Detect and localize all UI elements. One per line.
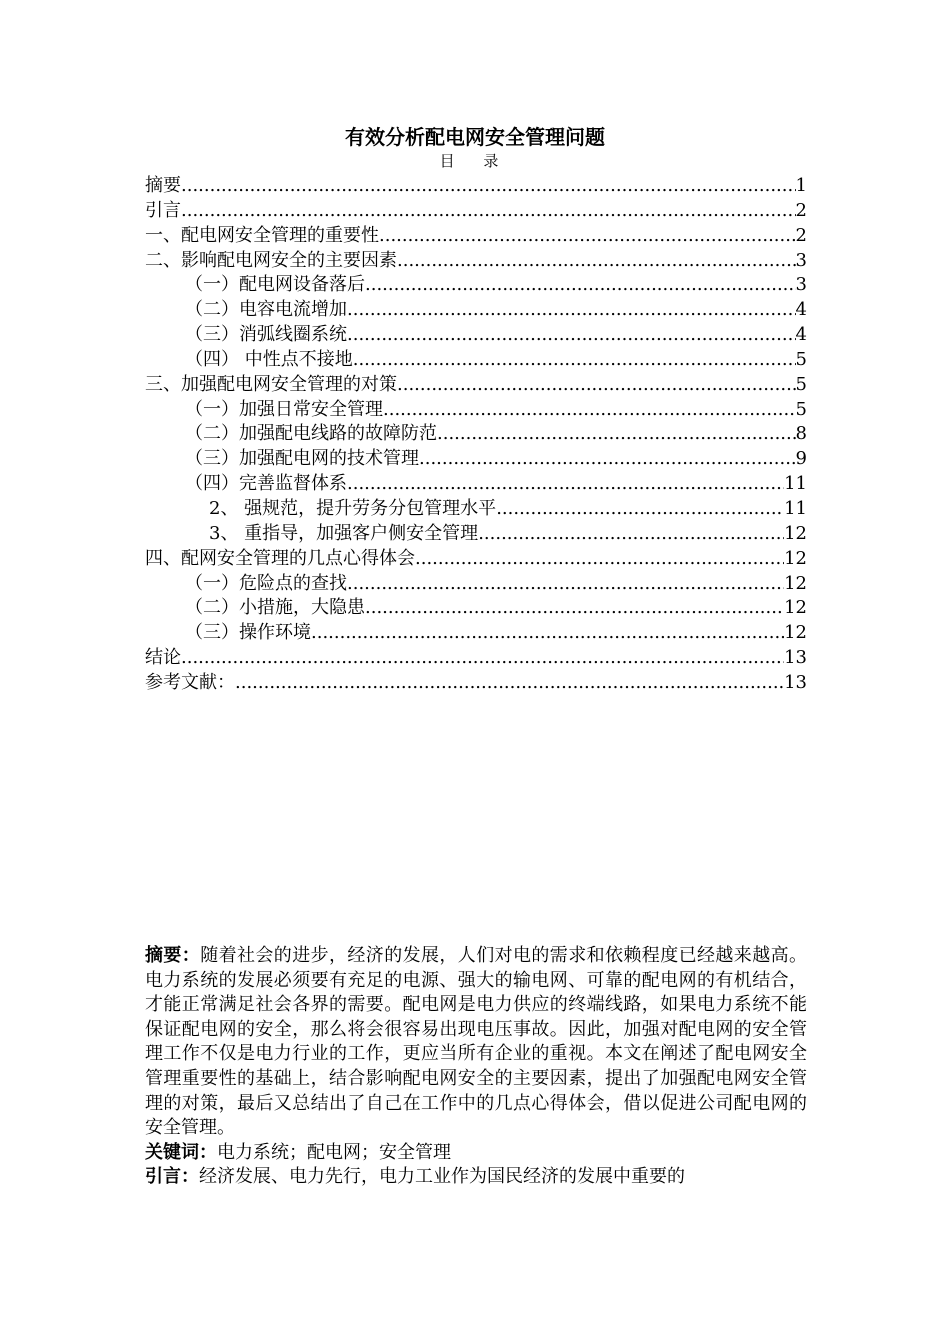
toc-dot-leader: [415, 547, 784, 572]
toc-entry-page-number: 3: [795, 274, 807, 296]
introduction-text: 经济发展、电力先行，电力工业作为国民经济的发展中重要的: [199, 1166, 685, 1188]
toc-dot-leader: [365, 273, 796, 298]
toc-entry-page-number: 2: [795, 224, 807, 246]
toc-entry[interactable]: [145, 174, 807, 199]
toc-entry[interactable]: [145, 522, 807, 547]
toc-dot-leader: [235, 671, 784, 696]
toc-entry[interactable]: [145, 621, 807, 646]
toc-entry-label: 四、配网安全管理的几点心得体会: [145, 547, 415, 569]
toc-entry[interactable]: [145, 398, 807, 423]
toc-entry[interactable]: [145, 199, 807, 224]
toc-entry[interactable]: [145, 572, 807, 597]
toc-dot-leader: [383, 398, 796, 423]
toc-entry-label: 三、加强配电网安全管理的对策: [145, 373, 397, 395]
toc-entry-label: （二）小措施，大隐患: [185, 597, 365, 619]
toc-dot-leader: [347, 472, 784, 497]
toc-entry[interactable]: [145, 422, 807, 447]
toc-entry-label: （一）危险点的查找: [185, 572, 347, 594]
table-of-contents: [145, 174, 807, 696]
toc-entry-page-number: 4: [795, 324, 807, 346]
toc-entry[interactable]: [145, 596, 807, 621]
toc-entry-label: （二）加强配电线路的故障防范: [185, 423, 437, 445]
introduction-label: 引言：: [145, 1166, 199, 1188]
toc-entry-label: 一、配电网安全管理的重要性: [145, 224, 379, 246]
toc-entry-page-number: 9: [795, 448, 807, 470]
toc-entry-page-number: 8: [795, 423, 807, 445]
abstract-text: 随着社会的进步，经济的发展，人们对电的需求和依赖程度已经越来越高。电力系统的发展必须要有充足的电源、强大的输电网、可靠的配电网的有机结合，才能正常满足社会各界的需要。配电网是电力供应的终端线路，如果电力系统不能保证配电网的安全，那么将会很容易出现电压事故。因此，加强对配电网的安全管理工作不仅是电力行业的工作，更应当所有企业的重视。本文在阐述了配电网安全管理重要性的基础上，结合影响配电网安全的主要因素，提出了加强配电网安全管理的对策，最后又总结出了自己在工作中的几点心得体会，借以促进公司配电网的安全管理。: [145, 945, 807, 1139]
toc-entry[interactable]: [145, 298, 807, 323]
toc-entry-label: 二、影响配电网安全的主要因素: [145, 249, 397, 271]
toc-dot-leader: [365, 596, 784, 621]
toc-entry-page-number: 12: [784, 597, 807, 619]
toc-entry-page-number: 12: [784, 622, 807, 644]
toc-dot-leader: [181, 199, 796, 224]
toc-entry-label: 摘要: [145, 175, 181, 196]
toc-entry-label: 2、 强规范，提升劳务分包管理水平: [209, 497, 497, 519]
abstract-label: 摘要：: [145, 945, 201, 966]
toc-entry[interactable]: [145, 373, 807, 398]
toc-dot-leader: [347, 298, 796, 323]
toc-entry[interactable]: [145, 447, 807, 472]
toc-entry-page-number: 12: [784, 522, 807, 544]
keywords-label: 关键词：: [145, 1141, 217, 1163]
toc-dot-leader: [347, 323, 796, 348]
toc-dot-leader: [397, 373, 796, 398]
toc-entry-label: （一）加强日常安全管理: [185, 398, 383, 420]
toc-entry[interactable]: [145, 323, 807, 348]
toc-entry[interactable]: [145, 547, 807, 572]
toc-entry-page-number: 5: [795, 373, 807, 395]
toc-entry[interactable]: [145, 472, 807, 497]
toc-entry-page-number: 3: [795, 249, 807, 271]
toc-entry-page-number: 11: [784, 497, 807, 519]
toc-dot-leader: [496, 497, 784, 522]
abstract-paragraph: [145, 944, 807, 1141]
document-title: 有效分析配电网安全管理问题: [345, 125, 605, 149]
toc-dot-leader: [379, 224, 796, 249]
toc-entry-page-number: 12: [784, 572, 807, 594]
toc-entry-label: （三）操作环境: [185, 622, 311, 644]
toc-entry-page-number: 1: [795, 175, 807, 196]
toc-dot-leader: [397, 249, 796, 274]
toc-entry-label: （三）加强配电网的技术管理: [185, 448, 419, 470]
toc-entry-label: （四）完善监督体系: [185, 473, 347, 495]
toc-dot-leader: [437, 422, 796, 447]
toc-entry-page-number: 12: [784, 547, 807, 569]
toc-dot-leader: [181, 174, 796, 199]
toc-entry-page-number: 2: [795, 199, 807, 221]
toc-entry-label: （三）消弧线圈系统: [185, 324, 347, 346]
toc-entry-page-number: 13: [784, 647, 807, 669]
toc-entry-page-number: 5: [795, 398, 807, 420]
toc-entry-label: （四） 中性点不接地: [185, 348, 353, 370]
toc-entry[interactable]: [145, 646, 807, 671]
keywords-text: 电力系统；配电网；安全管理: [217, 1141, 451, 1163]
toc-entry-page-number: 13: [784, 671, 807, 693]
toc-dot-leader: [419, 447, 796, 472]
toc-entry-label: 参考文献：: [145, 671, 235, 693]
toc-entry[interactable]: [145, 348, 807, 373]
toc-entry-page-number: 5: [795, 348, 807, 370]
toc-dot-leader: [347, 572, 784, 597]
toc-dot-leader: [181, 646, 784, 671]
toc-entry[interactable]: [145, 249, 807, 274]
toc-entry-label: 引言: [145, 199, 181, 221]
toc-entry-label: 3、 重指导，加强客户侧安全管理: [209, 522, 479, 544]
document-body: [145, 944, 807, 1190]
toc-entry-label: （二）电容电流增加: [185, 299, 347, 321]
toc-entry-label: （一）配电网设备落后: [185, 274, 365, 296]
toc-dot-leader: [353, 348, 796, 373]
toc-entry[interactable]: [145, 497, 807, 522]
toc-dot-leader: [478, 522, 784, 547]
toc-dot-leader: [311, 621, 784, 646]
toc-entry[interactable]: [145, 671, 807, 696]
introduction-paragraph: [145, 1165, 807, 1190]
toc-entry-page-number: 4: [795, 299, 807, 321]
toc-entry-page-number: 11: [784, 473, 807, 495]
toc-entry-label: 结论: [145, 647, 181, 669]
toc-heading: 目 录: [439, 152, 511, 170]
toc-entry[interactable]: [145, 273, 807, 298]
keywords-paragraph: [145, 1141, 807, 1166]
toc-entry[interactable]: [145, 224, 807, 249]
